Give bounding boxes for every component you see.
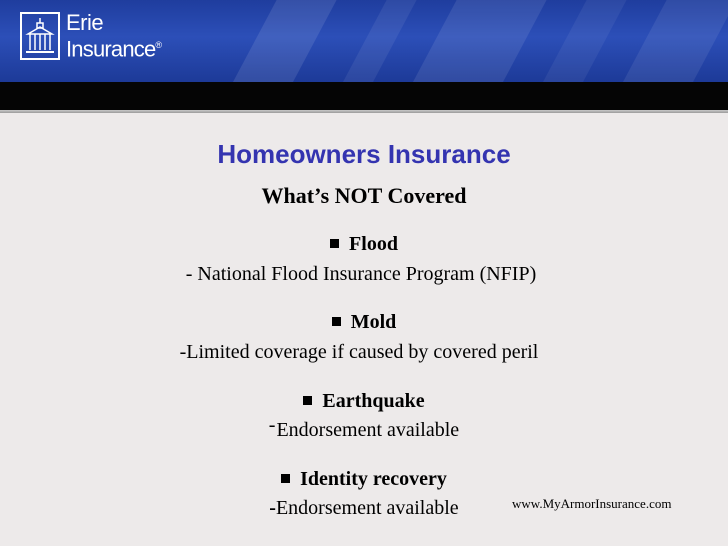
bullet-item-identity-recovery xyxy=(0,468,728,491)
detail-text: Endorsement available xyxy=(275,497,459,519)
banner-ray xyxy=(202,0,358,82)
square-bullet-icon xyxy=(281,474,290,483)
bullet-detail-flood: - National Flood Insurance Program (NFIP) xyxy=(185,263,537,285)
building-logo-icon xyxy=(20,12,60,60)
divider-highlight xyxy=(0,110,728,113)
registered-mark: ® xyxy=(155,40,162,50)
logo-line-insurance xyxy=(66,34,161,60)
detail-text: Endorsement available xyxy=(276,419,460,441)
header-banner xyxy=(0,0,728,82)
square-bullet-icon xyxy=(332,317,341,326)
bullet-detail-mold: -Limited coverage if caused by covered peril xyxy=(179,341,539,363)
bullet-item-flood xyxy=(0,233,728,256)
square-bullet-icon xyxy=(330,239,339,248)
erie-insurance-logo xyxy=(20,12,161,60)
bullet-label: Earthquake xyxy=(322,390,425,412)
slide-subtitle: What’s NOT Covered xyxy=(261,183,467,208)
slide-title: Homeowners Insurance xyxy=(217,139,511,169)
detail-dash: - xyxy=(269,497,276,519)
detail-dash: - xyxy=(268,414,276,436)
logo-insurance-text: Insurance xyxy=(66,36,156,62)
black-divider-band xyxy=(0,82,728,110)
bullet-detail-earthquake xyxy=(0,414,728,442)
bullet-label: Mold xyxy=(350,311,397,333)
square-bullet-icon xyxy=(303,396,312,405)
bullet-label: Flood xyxy=(349,233,398,255)
logo-line-erie: Erie xyxy=(66,10,104,35)
bullet-item-earthquake xyxy=(0,390,728,413)
logo-wordmark xyxy=(66,12,161,60)
footer-website-url: www.MyArmorInsurance.com xyxy=(512,496,672,511)
bullet-item-mold xyxy=(0,311,728,334)
bullet-label: Identity recovery xyxy=(300,468,447,490)
